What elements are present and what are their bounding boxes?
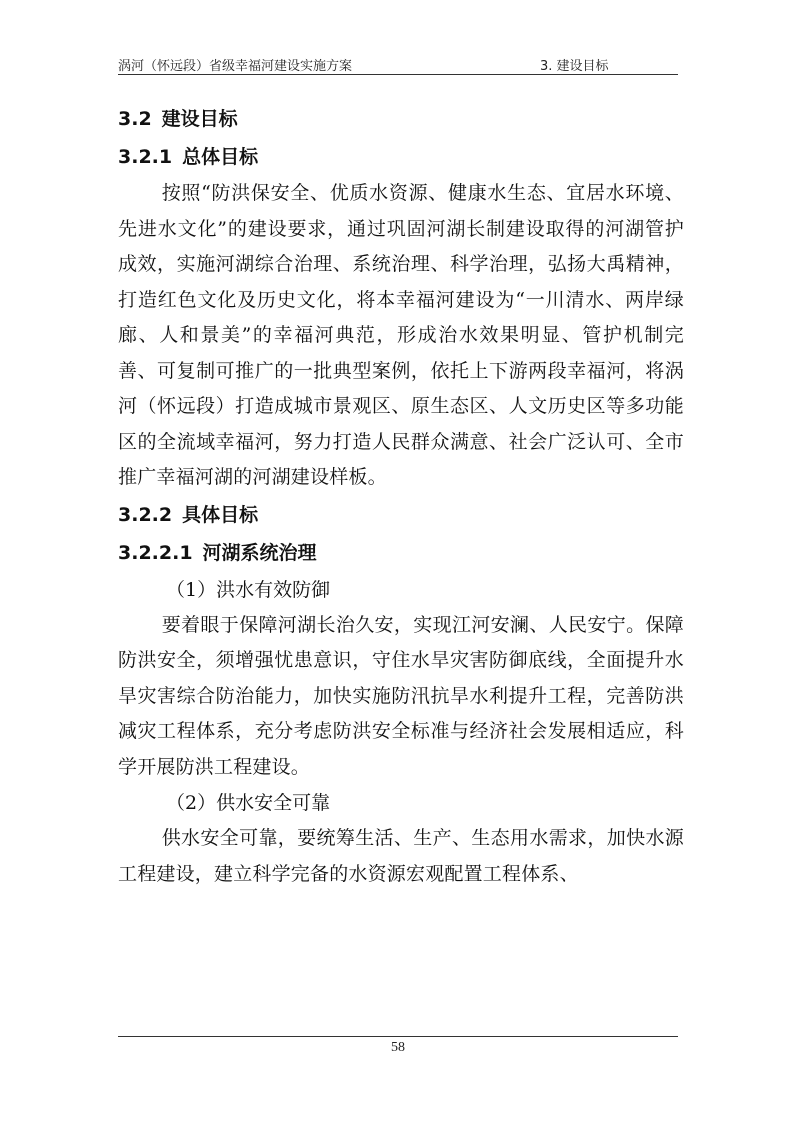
flood-defense-paragraph: 要着眼于保障河湖长治久安，实现江河安澜、人民安宁。保障防洪安全，须增强忧患意识，守住水旱灾害防御底线，全面提升水旱灾害综合防治能力，加快实施防汛抗旱水利提升工程，完善防洪减灾工程体系，充分考虑防洪安全标准与经济社会发展相适应，科学开展防洪工程建设。 xyxy=(118,613,684,778)
section-heading-3-2-2 xyxy=(118,496,684,534)
page-header xyxy=(118,52,678,75)
section-title: 总体目标 xyxy=(182,146,259,168)
overall-goal-paragraph: 按照“防洪保安全、优质水资源、健康水生态、宜居水环境、先进水文化”的建设要求，通过巩固河湖长制建设取得的河湖管护成效，实施河湖综合治理、系统治理、科学治理，弘扬大禹精神，打造红色文化及历史文化，将本幸福河建设为“一川清水、两岸绿廊、人和景美”的幸福河典范，形成治水效果明显、管护机制完善、可复制可推广的一批典型案例，依托上下游两段幸福河，将涡河（怀远段）打造成城市景观区、原生态区、人文历史区等多功能区的全流域幸福河，努力打造人民群众满意、社会广泛认可、全市推广幸福河湖的河湖建设样板。 xyxy=(118,182,684,488)
section-number: 3.2.1 xyxy=(118,146,173,168)
section-heading-3-2 xyxy=(118,100,684,138)
section-title: 具体目标 xyxy=(182,503,259,526)
page-content xyxy=(118,100,684,892)
water-supply-paragraph: 供水安全可靠，要统筹生活、生产、生态用水需求，加快水源工程建设，建立科学完备的水资源宏观配置工程体系、 xyxy=(118,827,684,885)
section-heading-3-2-1 xyxy=(118,138,684,176)
item-heading-flood-defense: （1）洪水有效防御 xyxy=(166,578,331,601)
page-number: 58 xyxy=(391,1040,405,1055)
section-number: 3.2 xyxy=(118,108,152,130)
section-heading-3-2-2-1 xyxy=(118,534,684,572)
section-number: 3.2.2.1 xyxy=(118,541,193,564)
document-title: 涡河（怀远段）省级幸福河建设实施方案 xyxy=(118,59,353,74)
section-number: 3.2.2 xyxy=(118,503,173,526)
chapter-label: 3. 建设目标 xyxy=(540,59,609,74)
footer-divider xyxy=(118,1036,678,1037)
item-heading-water-supply: （2）供水安全可靠 xyxy=(166,792,331,814)
section-title: 建设目标 xyxy=(161,108,238,130)
section-title: 河湖系统治理 xyxy=(202,541,317,564)
